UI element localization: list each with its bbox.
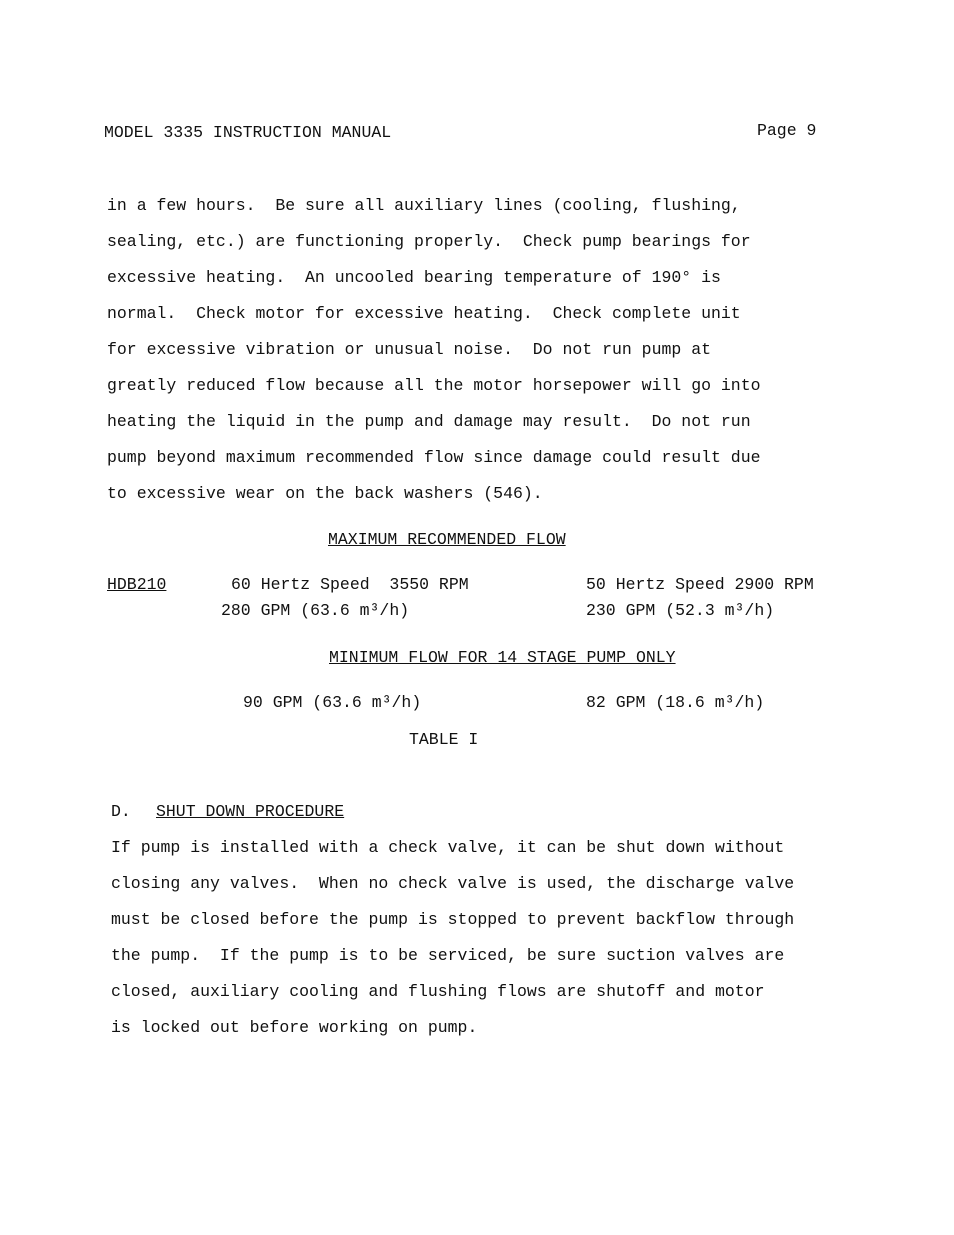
paragraph-line: If pump is installed with a check valve, it can be shut down without [111, 838, 785, 857]
section-heading: SHUT DOWN PROCEDURE [156, 802, 345, 821]
table-caption: TABLE I [409, 730, 479, 749]
paragraph-line: in a few hours. Be sure all auxiliary lines (cooling, flushing, [107, 196, 741, 215]
manual-title: MODEL 3335 INSTRUCTION MANUAL [104, 123, 392, 142]
flow-50hz: 230 GPM (52.3 m³/h) [586, 601, 775, 620]
paragraph-line: closed, auxiliary cooling and flushing flows are shutoff and motor [111, 982, 765, 1001]
paragraph-line: heating the liquid in the pump and damage may result. Do not run [107, 412, 751, 431]
flow-60hz: 280 GPM (63.6 m³/h) [221, 601, 410, 620]
paragraph-line: greatly reduced flow because all the motor horsepower will go into [107, 376, 761, 395]
speed-50hz: 50 Hertz Speed 2900 RPM [586, 575, 814, 594]
page-number: Page 9 [757, 121, 817, 140]
paragraph-line: the pump. If the pump is to be serviced, be sure suction valves are [111, 946, 785, 965]
paragraph-line: is locked out before working on pump. [111, 1018, 478, 1037]
paragraph-line: closing any valves. When no check valve is used, the discharge valve [111, 874, 795, 893]
paragraph-line: pump beyond maximum recommended flow since damage could result due [107, 448, 761, 467]
speed-60hz: 60 Hertz Speed 3550 RPM [231, 575, 469, 594]
paragraph-line: sealing, etc.) are functioning properly. Check pump bearings for [107, 232, 751, 251]
min-flow-title: MINIMUM FLOW FOR 14 STAGE PUMP ONLY [329, 648, 676, 667]
paragraph-line: to excessive wear on the back washers (546). [107, 484, 543, 503]
paragraph-line: normal. Check motor for excessive heating. Check complete unit [107, 304, 741, 323]
min-flow-60hz: 90 GPM (63.6 m³/h) [243, 693, 422, 712]
max-flow-title: MAXIMUM RECOMMENDED FLOW [328, 530, 566, 549]
paragraph-line: must be closed before the pump is stopped to prevent backflow through [111, 910, 795, 929]
min-flow-50hz: 82 GPM (18.6 m³/h) [586, 693, 765, 712]
section-label: D. [111, 802, 131, 821]
paragraph-line: excessive heating. An uncooled bearing temperature of 190° is [107, 268, 721, 287]
paragraph-line: for excessive vibration or unusual noise. Do not run pump at [107, 340, 711, 359]
pump-model: HDB210 [107, 575, 167, 594]
